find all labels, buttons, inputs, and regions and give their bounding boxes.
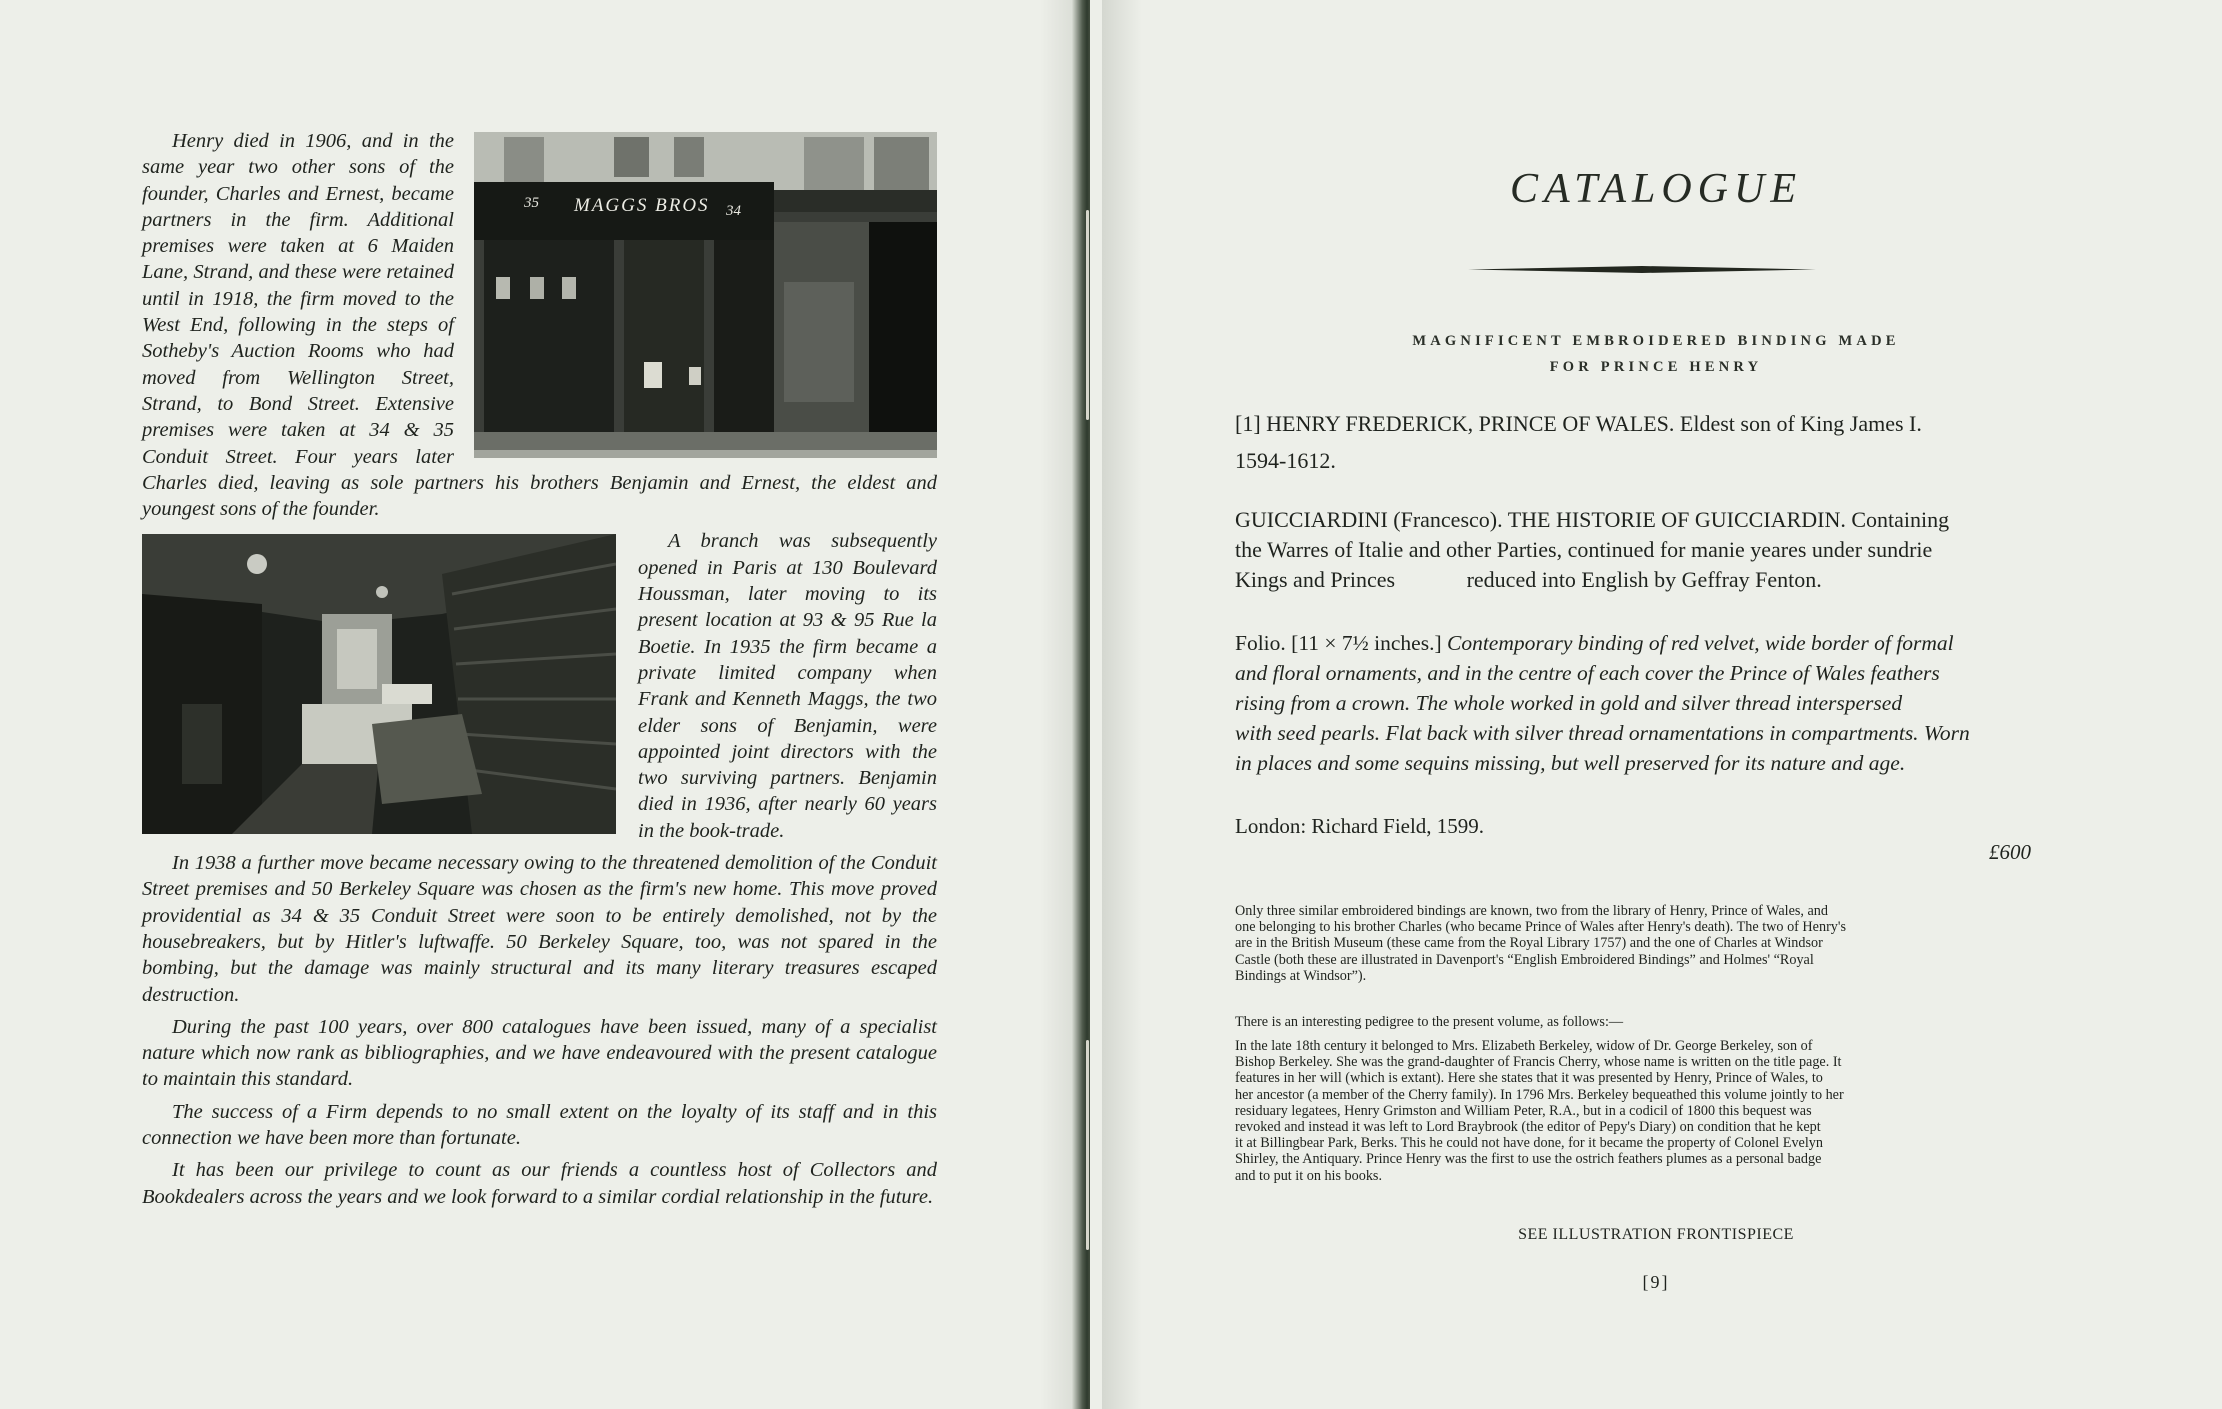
- imprint: London: Richard Field, 1599.: [1235, 814, 1485, 838]
- interior-photo: [142, 534, 616, 834]
- binding-thread-upper: [1086, 210, 1089, 420]
- item-subheading: [1090, 328, 2222, 380]
- folio-line-1: [1235, 628, 2030, 658]
- paragraph-friends: It has been our privilege to count as our friends a countless host of Collectors and Bookdealers across the years and we look forward to a similar cordial relationship in the future.: [142, 1159, 937, 1208]
- folio-line-2: and floral ornaments, and in the centre of each cover the Prince of Wales feathers: [1235, 661, 1940, 685]
- book-line-1: GUICCIARDINI (Francesco). THE HISTORIE OF GUICCIARDIN. Containing: [1235, 507, 1950, 532]
- paragraph-paris-branch: A branch was subsequently opened in Paris at 130 Boulevard Houssman, later moving to its present location at 93 & 95 Rue la Boetie. In 1935 the firm became a private limited company when Frank and Kenneth Maggs, the two elder sons of Benjamin, were appointed joint directors with the two surviving partners. Benjamin died in 1936, after nearly 60 years in the book-trade.: [142, 528, 937, 844]
- paragraph-history-1: 35 MAGGS BROS 34 Henry died in 1906, and in the same year two other sons of the founder, Charles and Ernest, became partners in the firm. Additional premises were taken at 6 Maiden Lane, Strand, and these were retained until in 1918, the firm moved to the West End, following in the steps of Sotheby's Auction Rooms who had moved from Wellington Street, Strand, to Bond Street. Extensive premises were taken at 34 & 35 Conduit Street. Four years later Charles died, leaving as sole partners his brothers Benjamin and Ernest, the eldest and youngest sons of the founder.: [142, 130, 937, 521]
- folio-line-1-text: Contemporary binding of red velvet, wide border of formal: [1446, 631, 1954, 655]
- paragraph-staff: The success of a Firm depends to no small extent on the loyalty of its staff and in this connection we have been more than fortunate.: [142, 1100, 937, 1149]
- left-page-text: [142, 128, 937, 1216]
- shopfront-sign-name: MAGGS BROS: [574, 195, 710, 216]
- paragraph-catalogues: During the past 100 years, over 800 catalogues have been issued, many of a specialist nature which now rank as bibliographies, and we have endeavoured with the present catalogue to maintain this standard.: [142, 1015, 937, 1091]
- note-pedigree: In the late 18th century it belonged to Mrs. Elizabeth Berkeley, widow of Dr. George Berkeley, son of Bishop Berkeley. She was the grand-daughter of Francis Cherry, whose name is written on the title page. It features in her will (which is extant). Here she states that it was presented by Henry, Prince of Wales, to her ancestor (a member of the Cherry family). In 1796 Mrs. Berkeley bequeathed this volume jointly to her residuary legatees, Henry Grimston and William Peter, R.A., but in a codicil of 1800 this bequest was revoked and instead it was left to Lord Braybrook (the editor of Pepy's Diary) on condition that he kept it at Billingbear Park, Berks. This he could not have done, for it became the property of Colonel Evelyn Shirley, the Antiquary. Prince Henry was the first to use the ostrich feathers plumes as a personal badge and to put it on his books.: [1235, 1038, 1844, 1184]
- entry-line-1: [1] HENRY FREDERICK, PRINCE OF WALES. Eldest son of King James I.: [1235, 411, 1922, 436]
- page-number: [9]: [1642, 1272, 1670, 1292]
- binding-description: [1235, 628, 2030, 778]
- catalogue-entry-heading: [1235, 405, 2030, 479]
- shopfront-photo-image: [474, 132, 937, 458]
- interior-photo-image: [142, 534, 616, 834]
- catalogue-title: CATALOGUE: [1509, 166, 1802, 212]
- shopfront-sign-right-number: 34: [726, 203, 741, 219]
- subheading-line-2: FOR PRINCE HENRY: [1549, 359, 1763, 375]
- book-description: [1235, 505, 2030, 595]
- shopfront-sign-left-number: 35: [524, 195, 539, 211]
- folio-line-3: rising from a crown. The whole worked in gold and silver thread interspersed: [1235, 691, 1903, 715]
- note-similar-bindings: Only three similar embroidered bindings are known, two from the library of Henry, Prince of Wales, and one belonging to his brother Charles (who became Prince of Wales after Henry's death). The two of Henry's are in the British Museum (these came from the Royal Library 1757) and the one of Charles at Windsor Castle (both these are illustrated in Davenport's “English Embroidered Bindings” and Holmes' “Royal Bindings at Windsor”).: [1235, 903, 1846, 984]
- subheading-line-1: MAGNIFICENT EMBROIDERED BINDING MADE: [1412, 333, 1900, 349]
- book-line-2: the Warres of Italie and other Parties, continued for manie yeares under sundrie: [1235, 537, 1933, 562]
- folio-prefix: Folio. [11 × 7½ inches.]: [1235, 631, 1442, 655]
- see-illustration: SEE ILLUSTRATION FRONTISPIECE: [1518, 1226, 1794, 1243]
- title-rule: [1468, 266, 1816, 273]
- binding-thread-lower: [1086, 1040, 1089, 1250]
- folio-line-4: with seed pearls. Flat back with silver thread ornamentations in compartments. Worn: [1235, 721, 1970, 745]
- book-line-3: Kings and Princes reduced into English by Geffray Fenton.: [1235, 567, 1822, 592]
- note-pedigree-intro: There is an interesting pedigree to the present volume, as follows:—: [1235, 1014, 1624, 1030]
- paragraph-berkeley-square: In 1938 a further move became necessary owing to the threatened demolition of the Conduit Street premises and 50 Berkeley Square was chosen as the firm's new home. This move proved providential as 34 & 35 Conduit Street were soon to be entirely demolished, not by the housebreakers, but by Hitler's luftwaffe. 50 Berkeley Square, too, was not spared in the bombing, but the damage was mainly structural and its many literary treasures escaped destruction.: [142, 852, 937, 1006]
- folio-line-5: in places and some sequins missing, but well preserved for its nature and age.: [1235, 751, 1906, 775]
- shopfront-photo: [474, 132, 937, 458]
- entry-line-2: 1594-1612.: [1235, 448, 1336, 473]
- price: £600: [1989, 840, 2031, 864]
